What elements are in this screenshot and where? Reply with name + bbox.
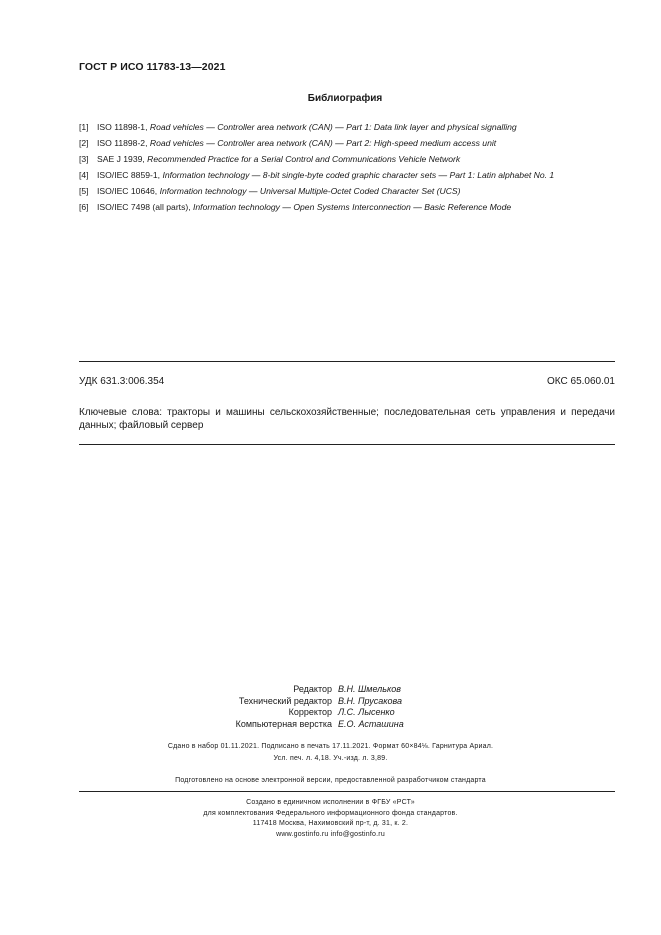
udk-code: УДК 631.3:006.354 bbox=[79, 376, 165, 387]
staff-role: Корректор bbox=[288, 707, 332, 717]
bibliography-item-text bbox=[97, 170, 615, 181]
keywords: Ключевые слова: тракторы и машины сельскохозяйственные; последовательная сеть управления и передачи данных; файловый сервер bbox=[79, 407, 615, 431]
publication-source-note: Подготовлено на основе электронной версии, предоставленной разработчиком стандарта bbox=[175, 777, 486, 784]
staff-name: В.Н. Прусакова bbox=[338, 695, 402, 706]
bibliography-item bbox=[79, 202, 615, 213]
divider-top bbox=[79, 361, 615, 362]
bibliography-item-title: Road vehicles — Controller area network (CAN) — Part 1: Data link layer and physical signalling bbox=[149, 122, 517, 132]
bibliography-item-title: Information technology — Universal Multiple-Octet Coded Character Set (UCS) bbox=[159, 186, 461, 196]
editorial-staff bbox=[0, 684, 661, 730]
bibliography-item bbox=[79, 154, 615, 165]
staff-name: Е.О. Асташина bbox=[338, 718, 404, 729]
divider-imprint bbox=[79, 791, 615, 792]
publication-info-line: Сдано в набор 01.11.2021. Подписано в печать 17.11.2021. Формат 60×84⅛. Гарнитура Ариал. bbox=[167, 743, 494, 750]
staff-role: Технический редактор bbox=[238, 695, 332, 706]
bibliography-item-ref: ISO/IEC 10646, bbox=[97, 186, 158, 196]
bibliography-item-ref: ISO 11898-2, bbox=[97, 138, 148, 148]
bibliography-item-text bbox=[97, 154, 615, 165]
bibliography-item-title: Information technology — 8-bit single-byte coded graphic character sets — Part 1: Latin alphabet No. 1 bbox=[162, 170, 555, 180]
bibliography-item-number: [3] bbox=[79, 154, 89, 164]
oks-code: ОКС 65.060.01 bbox=[547, 376, 615, 387]
publication-info-line: Усл. печ. л. 4,18. Уч.-изд. л. 3,89. bbox=[273, 755, 388, 762]
staff-name: Л.С. Лысенко bbox=[338, 707, 395, 717]
staff-row bbox=[0, 684, 661, 696]
bibliography-item-text bbox=[97, 202, 615, 213]
imprint-line: 117418 Москва, Нахимовский пр-т, д. 31, к. 2. bbox=[252, 820, 409, 827]
divider-keywords bbox=[79, 444, 615, 445]
bibliography-item-number: [4] bbox=[79, 170, 89, 180]
standard-code-header: ГОСТ Р ИСО 11783-13—2021 bbox=[79, 61, 226, 73]
bibliography-item-text bbox=[97, 186, 615, 197]
staff-row bbox=[0, 719, 661, 731]
imprint-line: Создано в единичном исполнении в ФГБУ «РСТ» bbox=[246, 799, 415, 806]
bibliography-item-ref: ISO/IEC 7498 (all parts), bbox=[97, 202, 191, 212]
bibliography-item bbox=[79, 186, 615, 197]
bibliography-item bbox=[79, 138, 615, 149]
imprint-contacts: www.gostinfo.ru info@gostinfo.ru bbox=[276, 830, 385, 838]
imprint bbox=[0, 798, 661, 840]
bibliography-item-title: Information technology — Open Systems Interconnection — Basic Reference Mode bbox=[193, 202, 512, 212]
bibliography-item-ref: SAE J 1939, bbox=[97, 154, 145, 164]
bibliography-item-ref: ISO 11898-1, bbox=[97, 122, 148, 132]
imprint-line: для комплектования Федерального информационного фонда стандартов. bbox=[203, 809, 458, 817]
bibliography-list bbox=[79, 122, 615, 218]
bibliography-title: Библиография bbox=[307, 93, 383, 104]
bibliography-item-number: [1] bbox=[79, 122, 89, 132]
bibliography-item-number: [6] bbox=[79, 202, 89, 212]
bibliography-item bbox=[79, 170, 615, 181]
bibliography-item bbox=[79, 122, 615, 133]
bibliography-item-title: Recommended Practice for a Serial Control and Communications Vehicle Network bbox=[147, 154, 461, 164]
bibliography-item-number: [2] bbox=[79, 138, 89, 148]
staff-name: В.Н. Шмельков bbox=[338, 684, 401, 694]
staff-row bbox=[0, 696, 661, 708]
bibliography-item-text bbox=[97, 138, 615, 149]
bibliography-item-title: Road vehicles — Controller area network (CAN) — Part 2: High-speed medium access unit bbox=[149, 138, 497, 148]
bibliography-item-ref: ISO/IEC 8859-1, bbox=[97, 170, 161, 180]
staff-role: Компьютерная верстка bbox=[235, 718, 332, 729]
bibliography-item-text bbox=[97, 122, 615, 133]
staff-row bbox=[0, 707, 661, 719]
staff-role: Редактор bbox=[293, 684, 332, 694]
bibliography-item-number: [5] bbox=[79, 186, 89, 196]
